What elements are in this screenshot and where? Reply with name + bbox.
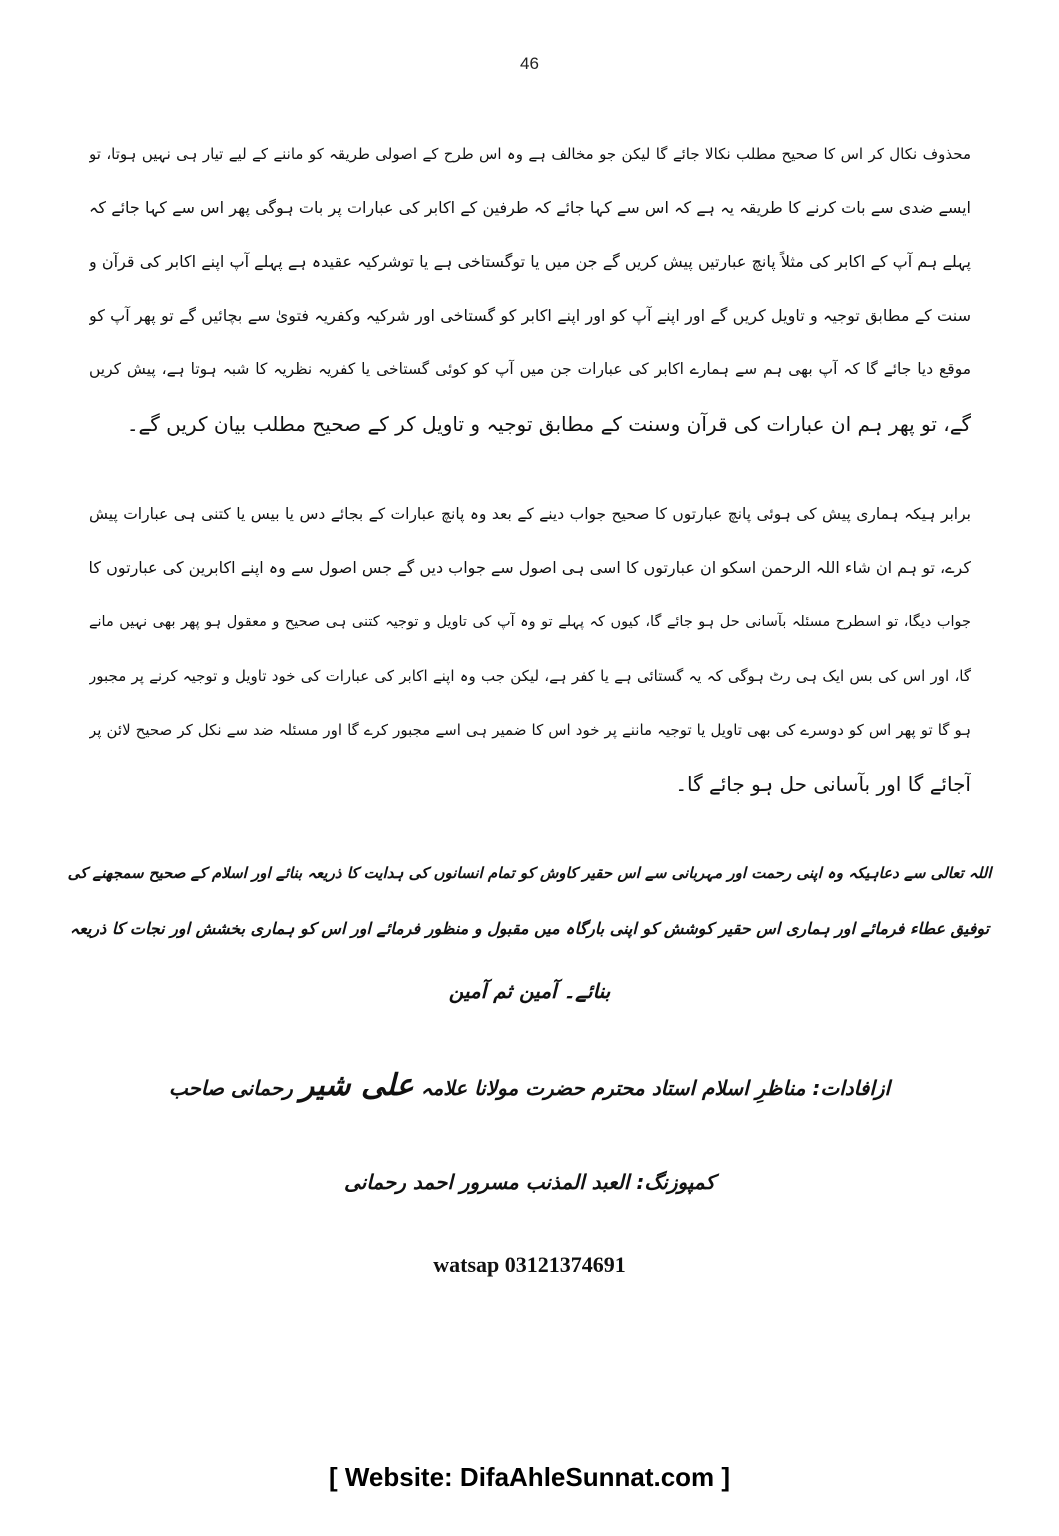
dua-line: توفیق عطاء فرمائے اور ہماری اس حقیر کوشش کو اپنی بارگاہ میں مقبول و منظور فرمائے اور اس کو ہماری بخشش اور نجات کا ذریعہ [69,919,990,938]
paragraph-2-line: جواب دیگا، تو اسطرح مسئلہ بآسانی حل ہو جائے گا، کیوں کہ پہلے تو وہ آپ کی تاویل و توجیہ کتنی ہی صحیح و معقول ہو پھر بھی نہیں مانے [89,614,971,630]
paragraph-1-line: ایسے ضدی سے بات کرنے کا طریقہ یہ ہے کہ اس سے کہا جائے کہ طرفین کے اکابر کی عبارات پر بات ہوگی پھر اس سے کہا جائے کہ [89,198,971,217]
paragraph-2-line: ہو گا تو پھر اس کو دوسرے کی بھی تاویل یا توجیہ ماننے پر خود اس کا ضمیر ہی اسے مجبور کرے گا اور مسئلہ ضد سے نکل کر صحیح لائن پر [89,721,971,739]
ifadat-suffix: رحمانی صاحب [168,1076,293,1100]
website-footer: [ Website: DifaAhleSunnat.com ] [328,1462,731,1492]
paragraph-2-line: گا، اور اس کی بس ایک ہی رٹ ہوگی کہ یہ گستائی ہے یا کفر ہے، لیکن جب وہ اپنے اکابر کی عبارات کی خود تاویل و توجیہ کرنے پر مجبور [89,667,971,685]
ifadat-credit [60,1068,999,1103]
paragraph-1-line: محذوف نکال کر اس کا صحیح مطلب نکالا جائے گا لیکن جو مخالف ہے وہ اس طرح کے اصولی طریقہ کو ماننے کے لیے تیار ہی نہیں ہوتا، تو [89,145,971,163]
paragraph-2-line: برابر ہیکہ ہماری پیش کی ہوئی پانچ عبارتوں کا صحیح جواب دینے کے بعد وہ پانچ عبارات کے بجائے دس یا بیس یا کتنی ہی عبارات پیش [89,505,971,523]
contact-number: watsap 03121374691 [433,1252,626,1277]
paragraph-1-line: پہلے ہم آپ کے اکابر کی مثلاً پانچ عبارتیں پیش کریں گے جن میں یا توگستاخی ہے یا توشرکیہ عقیدہ ہے پہلے آپ اپنے اکابر کی قرآن و [89,252,971,271]
paragraph-1-line: گے، تو پھر ہم ان عبارات کی قرآن وسنت کے مطابق توجیہ و تاویل کر کے صحیح مطلب بیان کریں گے۔ [126,412,971,436]
ifadat-name: علی شیر [299,1068,414,1103]
paragraph-1-line: سنت کے مطابق توجیہ و تاویل کریں گے اور اپنے آپ کو اور اپنے اکابر کو گستاخی اور شرکیہ وکفریہ فتویٰ سے بچائیں گے تو پھر آپ کو [89,306,971,325]
paragraph-2-line: کرے، تو ہم ان شاء اللہ الرحمن اسکو ان عبارتوں کا اسی ہی اصول سے جواب دیں گے جس اصول سے وہ اپنے اکابرین کی عبارتوں کا [89,558,971,577]
page-number: 46 [520,54,539,73]
dua-line: اللہ تعالی سے دعاہیکہ وہ اپنی رحمت اور مہربانی سے اس حقیر کاوش کو تمام انسانوں کی ہدایت کا ذریعہ بنائے اور اسلام کے صحیح سمجھنے کی [67,864,992,882]
composing-credit: کمپوزنگ: العبد المذنب مسرور احمد رحمانی [344,1170,715,1194]
paragraph-1-line: موقع دیا جائے گا کہ آپ بھی ہم سے ہمارے اکابر کی عبارات جن میں آپ کو کوئی گستاخی یا کفریہ نظریہ کا شبہ ہوتا ہے، پیش کریں [89,360,971,378]
paragraph-2-line: آجائے گا اور بآسانی حل ہو جائے گا۔ [675,772,971,796]
dua-line: بنائے۔ آمین ثم آمین [448,979,611,1003]
ifadat-prefix: ازافادات: مناظرِ اسلام استاد محترم حضرت مولانا علامہ [420,1076,891,1100]
